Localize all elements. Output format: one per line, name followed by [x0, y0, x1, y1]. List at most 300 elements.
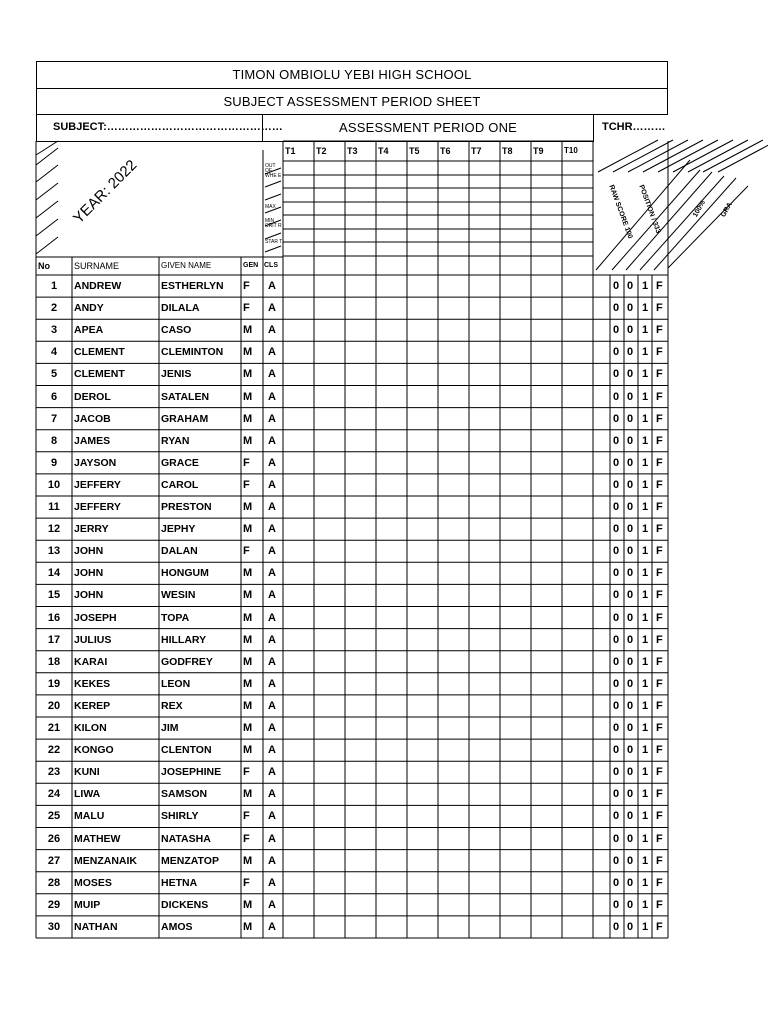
row-number: 12	[47, 523, 61, 536]
surname-cell: CLEMENT	[74, 346, 125, 359]
class-cell: A	[268, 832, 276, 845]
row-number: 15	[47, 589, 61, 602]
raw-score-cell: 0	[613, 699, 620, 712]
percent-cell: 0	[627, 766, 634, 779]
min-criteria-label: MIN CRIT R	[265, 218, 282, 229]
surname-cell: KARAI	[74, 655, 108, 668]
grade-cell: F	[656, 766, 663, 779]
class-cell: A	[268, 478, 276, 491]
row-number: 13	[47, 545, 61, 558]
percent-cell: 0	[627, 655, 634, 668]
grade-cell: F	[656, 412, 663, 425]
raw-score-cell: 0	[613, 633, 620, 646]
given-name-cell: CLEMINTON	[161, 346, 224, 359]
position-cell: 1	[642, 412, 649, 425]
start-label: STAR T	[265, 239, 283, 245]
raw-score-cell: 0	[613, 810, 620, 823]
class-cell: A	[268, 346, 276, 359]
grade-cell: F	[656, 898, 663, 911]
surname-cell: KONGO	[74, 744, 114, 757]
task-label-8: T8	[502, 146, 513, 156]
gender-cell: M	[243, 501, 253, 513]
right-diagonal	[703, 140, 763, 172]
grade-cell: F	[656, 854, 663, 867]
row-number: 11	[48, 501, 60, 513]
given-name-cell: CAROL	[161, 478, 199, 491]
left-diagonal	[36, 141, 58, 155]
surname-cell: LIWA	[74, 788, 101, 801]
left-diagonal	[36, 183, 58, 200]
gender-cell: M	[243, 390, 253, 403]
row-number: 10	[47, 478, 61, 491]
grade-label: GRA	[720, 201, 734, 219]
gender-cell: F	[243, 302, 250, 315]
grade-cell: F	[656, 589, 663, 602]
raw-score-cell: 0	[613, 611, 620, 624]
raw-score-cell: 0	[613, 832, 620, 845]
raw-score-cell: 0	[613, 744, 620, 757]
left-diagonal	[36, 148, 58, 165]
grade-cell: F	[656, 677, 663, 690]
raw-score-cell: 0	[613, 280, 620, 292]
right-diagonal	[628, 140, 688, 172]
gender-cell: M	[243, 788, 253, 801]
percent-cell: 0	[627, 368, 634, 381]
surname-cell: JOSEPH	[74, 611, 117, 624]
grade-cell: F	[656, 876, 663, 889]
row-number: 25	[47, 810, 61, 823]
grade-cell: F	[656, 920, 663, 933]
percent-cell: 0	[627, 390, 634, 403]
position-cell: 1	[642, 545, 649, 558]
row-number: 28	[47, 876, 61, 889]
surname-cell: MOSES	[74, 876, 112, 889]
given-name-cell: LEON	[161, 677, 191, 690]
class-cell: A	[268, 677, 276, 690]
grade-cell: F	[656, 324, 663, 337]
task-label-1: T1	[285, 146, 296, 156]
given-name-cell: CLENTON	[161, 744, 212, 757]
given-name-cell: DICKENS	[161, 898, 209, 911]
grade-cell: F	[656, 655, 663, 668]
class-cell: A	[268, 523, 276, 536]
task-label-3: T3	[347, 146, 358, 156]
percent-cell: 0	[627, 677, 634, 690]
grade-cell: F	[656, 633, 663, 646]
right-diagonal	[598, 140, 658, 172]
percent-cell: 0	[627, 456, 634, 469]
class-cell: A	[268, 501, 276, 513]
grade-cell: F	[656, 280, 663, 292]
left-diagonal	[36, 165, 58, 182]
task-label-9: T9	[533, 146, 544, 156]
class-cell: A	[268, 699, 276, 712]
percent-cell: 0	[627, 501, 634, 513]
row-number: 26	[47, 832, 61, 845]
class-cell: A	[268, 589, 276, 602]
given-name-cell: RYAN	[161, 434, 190, 447]
row-number: 21	[47, 722, 61, 734]
row-number: 18	[47, 655, 61, 668]
given-name-cell: WESIN	[161, 589, 196, 602]
raw-score-cell: 0	[613, 302, 620, 315]
percent-cell: 0	[627, 434, 634, 447]
col-no: No	[38, 261, 50, 271]
position-cell: 1	[642, 324, 649, 337]
row-number: 3	[50, 324, 58, 337]
given-name-cell: SAMSON	[161, 788, 208, 801]
percent-cell: 0	[627, 589, 634, 602]
col-surname: SURNAME	[74, 261, 120, 271]
grade-cell: F	[656, 390, 663, 403]
right-diagonal	[596, 160, 690, 270]
sheet-subtitle: SUBJECT ASSESSMENT PERIOD SHEET	[223, 94, 481, 109]
class-cell: A	[268, 655, 276, 668]
surname-cell: NATHAN	[74, 920, 118, 933]
gender-cell: F	[243, 832, 250, 845]
percent-cell: 0	[627, 478, 634, 491]
class-cell: A	[268, 567, 276, 580]
row-number: 29	[47, 898, 61, 911]
class-cell: A	[268, 854, 276, 867]
given-name-cell: DILALA	[161, 302, 200, 315]
row-number: 6	[50, 390, 58, 403]
gender-cell: M	[243, 589, 253, 602]
position-cell: 1	[642, 788, 649, 801]
raw-score-cell: 0	[613, 368, 620, 381]
given-name-cell: AMOS	[161, 920, 193, 933]
position-cell: 1	[642, 611, 649, 624]
task-label-2: T2	[316, 146, 327, 156]
position-cell: 1	[642, 810, 649, 823]
class-cell: A	[268, 456, 276, 469]
grade-cell: F	[656, 722, 663, 734]
surname-cell: MUIP	[74, 898, 101, 911]
raw-score-cell: 0	[613, 722, 620, 734]
position-cell: 1	[642, 876, 649, 889]
row-number: 19	[47, 677, 61, 690]
gender-cell: M	[243, 699, 253, 712]
given-name-cell: SATALEN	[161, 390, 210, 403]
grade-cell: F	[656, 788, 663, 801]
row-number: 22	[47, 744, 61, 757]
given-name-cell: JENIS	[161, 368, 192, 381]
position-cell: 1	[642, 456, 649, 469]
position-cell: 1	[642, 744, 649, 757]
raw-score-cell: 0	[613, 412, 620, 425]
raw-score-cell: 0	[613, 677, 620, 690]
percent-cell: 0	[627, 280, 634, 292]
task-label-10: T10	[564, 146, 578, 155]
position-cell: 1	[642, 722, 649, 734]
raw-score-cell: 0	[613, 324, 620, 337]
surname-cell: MALU	[74, 810, 105, 823]
percent-cell: 0	[627, 567, 634, 580]
given-name-cell: MENZATOP	[161, 854, 219, 867]
row-number: 9	[50, 456, 58, 469]
class-cell: A	[268, 766, 276, 779]
grade-cell: F	[656, 478, 663, 491]
gender-cell: M	[243, 368, 253, 381]
row-number: 1	[50, 280, 58, 292]
position-cell: 1	[642, 567, 649, 580]
row-number: 8	[50, 434, 58, 447]
surname-cell: JOHN	[74, 589, 104, 602]
gender-cell: M	[243, 677, 253, 690]
class-cell: A	[268, 633, 276, 646]
max-label: MAX	[265, 204, 276, 210]
grade-cell: F	[656, 832, 663, 845]
class-cell: A	[268, 876, 276, 889]
given-name-cell: JIM	[161, 722, 179, 734]
surname-cell: JEFFERY	[74, 478, 121, 491]
position-cell: 1	[642, 633, 649, 646]
percent-cell: 0	[627, 744, 634, 757]
right-diagonal	[668, 186, 748, 268]
percent-cell: 0	[627, 545, 634, 558]
grade-cell: F	[656, 567, 663, 580]
row-number: 7	[50, 412, 58, 425]
position-cell: 1	[642, 346, 649, 359]
given-name-cell: ESTHERLYN	[161, 280, 224, 292]
class-cell: A	[268, 434, 276, 447]
position-label: POSITION / 333	[637, 184, 662, 235]
row-number: 20	[47, 699, 61, 712]
raw-score-cell: 0	[613, 920, 620, 933]
percent-cell: 0	[627, 699, 634, 712]
surname-cell: KEREP	[74, 699, 111, 712]
surname-cell: ANDY	[74, 302, 104, 315]
given-name-cell: GRAHAM	[161, 412, 209, 425]
school-title: TIMON OMBIOLU YEBI HIGH SCHOOL	[232, 67, 472, 82]
class-cell: A	[268, 722, 276, 734]
raw-score-cell: 0	[613, 346, 620, 359]
left-diagonal	[36, 219, 58, 236]
position-cell: 1	[642, 655, 649, 668]
grade-cell: F	[656, 456, 663, 469]
given-name-cell: GODFREY	[161, 655, 213, 668]
raw-score-cell: 0	[613, 390, 620, 403]
task-label-6: T6	[440, 146, 451, 156]
left-diagonal	[36, 201, 58, 218]
grade-cell: F	[656, 699, 663, 712]
raw-score-cell: 0	[613, 523, 620, 536]
grade-cell: F	[656, 434, 663, 447]
class-cell: A	[268, 390, 276, 403]
right-diagonal	[613, 140, 673, 172]
class-cell: A	[268, 412, 276, 425]
row-number: 5	[50, 368, 58, 381]
surname-cell: CLEMENT	[74, 368, 125, 381]
row-number: 14	[47, 567, 61, 580]
raw-score-cell: 0	[613, 478, 620, 491]
surname-cell: ANDREW	[74, 280, 122, 292]
percent-cell: 0	[627, 898, 634, 911]
out-of-label: OUT OF WHE E	[265, 163, 282, 179]
percent-cell: 0	[627, 810, 634, 823]
grade-cell: F	[656, 346, 663, 359]
gender-cell: F	[243, 876, 250, 889]
gender-cell: M	[243, 412, 253, 425]
gender-cell: M	[243, 611, 253, 624]
gender-cell: M	[243, 434, 253, 447]
percent-cell: 0	[627, 324, 634, 337]
percent-cell: 0	[627, 876, 634, 889]
position-cell: 1	[642, 523, 649, 536]
surname-cell: JULIUS	[74, 633, 112, 646]
col-given-name: GIVEN NAME	[161, 261, 212, 270]
surname-cell: KUNI	[74, 766, 100, 779]
gender-cell: M	[243, 744, 253, 757]
grade-cell: F	[656, 611, 663, 624]
row-number: 17	[47, 633, 61, 646]
grade-cell: F	[656, 810, 663, 823]
position-cell: 1	[642, 434, 649, 447]
row-number: 16	[47, 611, 61, 624]
row-number: 30	[47, 920, 61, 933]
class-cell: A	[268, 810, 276, 823]
given-name-cell: REX	[161, 699, 183, 712]
position-cell: 1	[642, 478, 649, 491]
gender-cell: F	[243, 456, 250, 469]
class-cell: A	[268, 368, 276, 381]
row-number: 4	[50, 346, 58, 359]
position-cell: 1	[642, 589, 649, 602]
gender-cell: M	[243, 854, 253, 867]
right-diagonal	[718, 140, 768, 172]
percent-cell: 0	[627, 722, 634, 734]
given-name-cell: CASO	[161, 324, 192, 337]
task-label-7: T7	[471, 146, 482, 156]
gender-cell: M	[243, 324, 253, 337]
percent-cell: 0	[627, 633, 634, 646]
given-name-cell: PRESTON	[161, 501, 212, 513]
percent-cell: 0	[627, 788, 634, 801]
class-cell: A	[268, 744, 276, 757]
percent-cell: 0	[627, 854, 634, 867]
surname-cell: JOHN	[74, 545, 104, 558]
raw-score-cell: 0	[613, 545, 620, 558]
raw-score-cell: 0	[613, 434, 620, 447]
raw-score-cell: 0	[613, 567, 620, 580]
gender-cell: F	[243, 766, 250, 779]
gender-cell: M	[243, 567, 253, 580]
position-cell: 1	[642, 832, 649, 845]
diag-mark	[265, 181, 281, 187]
given-name-cell: DALAN	[161, 545, 198, 558]
grade-cell: F	[656, 368, 663, 381]
class-cell: A	[268, 920, 276, 933]
position-cell: 1	[642, 854, 649, 867]
percent-cell: 0	[627, 412, 634, 425]
subject-label: SUBJECT:…………………………………………	[53, 121, 283, 133]
right-diagonal	[643, 140, 703, 172]
surname-cell: KEKES	[74, 677, 111, 690]
given-name-cell: NATASHA	[161, 832, 211, 845]
position-cell: 1	[642, 699, 649, 712]
given-name-cell: JEPHY	[161, 523, 196, 536]
class-cell: A	[268, 280, 276, 292]
grade-cell: F	[656, 545, 663, 558]
task-label-4: T4	[378, 146, 389, 156]
gender-cell: M	[243, 898, 253, 911]
col-gen: GEN	[243, 262, 259, 269]
row-number: 27	[47, 854, 61, 867]
diag-mark	[265, 194, 281, 200]
position-cell: 1	[642, 368, 649, 381]
percent-cell: 0	[627, 346, 634, 359]
raw-score-cell: 0	[613, 589, 620, 602]
gender-cell: F	[243, 280, 250, 292]
class-cell: A	[268, 898, 276, 911]
class-cell: A	[268, 611, 276, 624]
given-name-cell: SHIRLY	[161, 810, 199, 823]
surname-cell: JEFFERY	[74, 501, 121, 513]
period-label: ASSESSMENT PERIOD ONE	[338, 120, 518, 135]
surname-cell: MENZANAIK	[74, 854, 137, 867]
gender-cell: F	[243, 810, 250, 823]
raw-score-cell: 0	[613, 456, 620, 469]
left-diagonal	[36, 237, 58, 254]
gender-cell: M	[243, 722, 253, 734]
raw-score-cell: 0	[613, 854, 620, 867]
raw-score-cell: 0	[613, 788, 620, 801]
given-name-cell: GRACE	[161, 456, 199, 469]
class-cell: A	[268, 788, 276, 801]
gender-cell: M	[243, 633, 253, 646]
given-name-cell: HONGUM	[161, 567, 209, 580]
surname-cell: KILON	[74, 722, 107, 734]
grade-cell: F	[656, 523, 663, 536]
col-cls: CLS	[264, 262, 278, 269]
position-cell: 1	[642, 280, 649, 292]
grade-cell: F	[656, 302, 663, 315]
given-name-cell: HETNA	[161, 876, 198, 889]
gender-cell: F	[243, 545, 250, 558]
class-cell: A	[268, 324, 276, 337]
surname-cell: APEA	[74, 324, 104, 337]
teacher-label: TCHR………	[602, 121, 666, 133]
position-cell: 1	[642, 302, 649, 315]
gender-cell: M	[243, 655, 253, 668]
surname-cell: JOHN	[74, 567, 104, 580]
gender-cell: F	[243, 478, 250, 491]
grade-cell: F	[656, 744, 663, 757]
gender-cell: M	[243, 523, 253, 536]
row-number: 24	[47, 788, 61, 801]
raw-score-cell: 0	[613, 898, 620, 911]
percent-cell: 0	[627, 611, 634, 624]
right-diagonal	[673, 140, 733, 172]
row-number: 2	[50, 302, 58, 315]
raw-score-cell: 0	[613, 655, 620, 668]
year-label: YEAR: 2022	[70, 156, 141, 228]
percent-cell: 0	[627, 523, 634, 536]
surname-cell: JERRY	[74, 523, 109, 536]
raw-score-cell: 0	[613, 876, 620, 889]
gender-cell: M	[243, 920, 253, 933]
class-cell: A	[268, 545, 276, 558]
row-number: 23	[47, 766, 61, 779]
given-name-cell: HILLARY	[161, 633, 207, 646]
right-diagonal	[658, 140, 718, 172]
surname-cell: MATHEW	[74, 832, 121, 845]
percent-cell: 0	[627, 832, 634, 845]
position-cell: 1	[642, 920, 649, 933]
diag-mark	[265, 246, 281, 252]
raw-score-cell: 0	[613, 501, 620, 513]
grade-cell: F	[656, 501, 663, 513]
